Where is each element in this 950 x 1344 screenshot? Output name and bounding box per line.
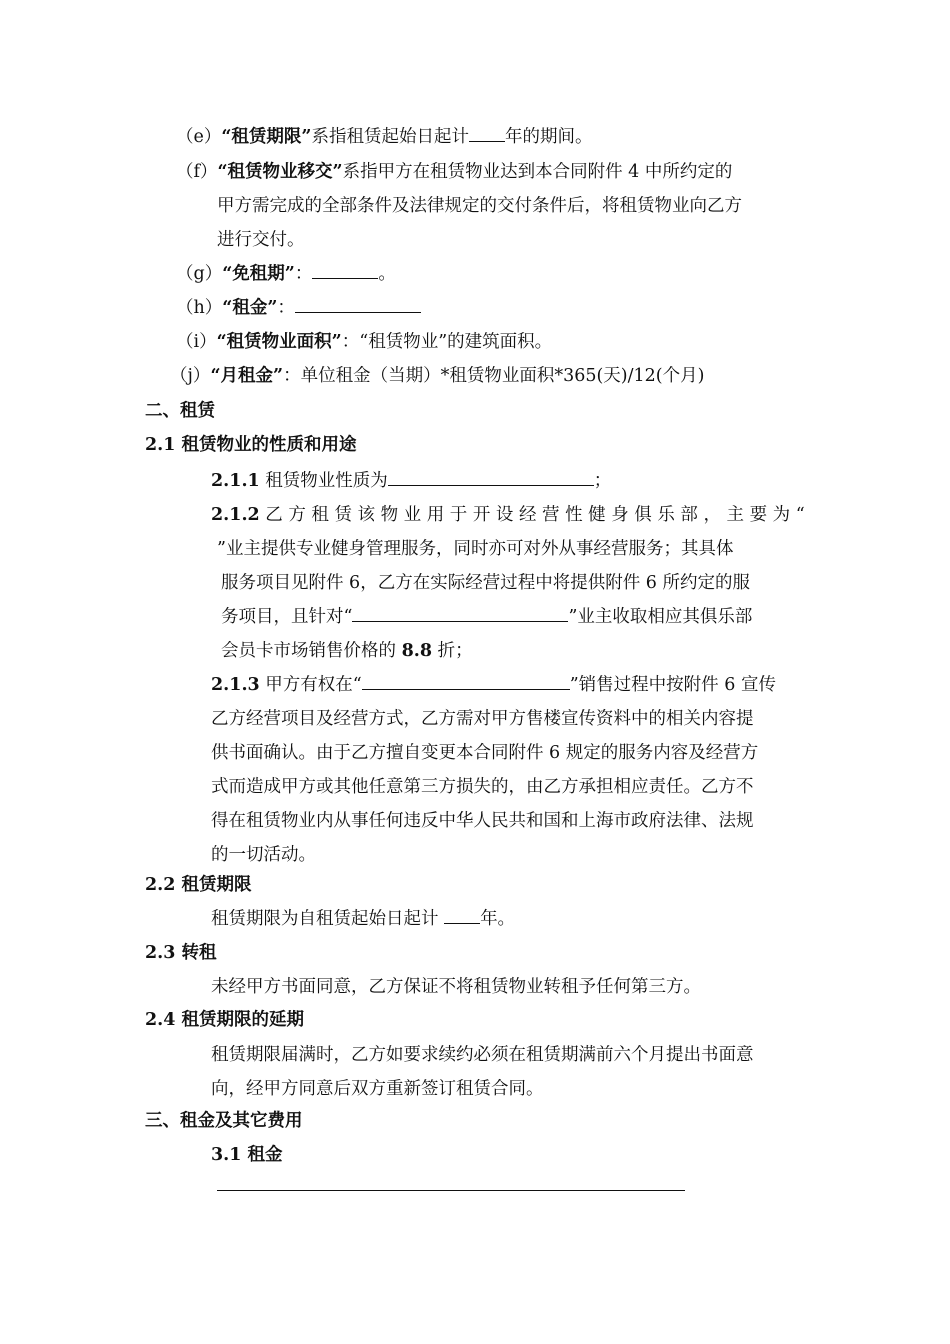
clause-2-1-3: 2.1.3 甲方有权在“ ”销售过程中按附件 6 宣传 bbox=[211, 668, 776, 702]
definition-i: （i）“租赁物业面积”：“租赁物业”的建筑面积。 bbox=[176, 332, 553, 352]
definition-e: （e）“租赁期限”系指租赁起始日起计 年的期间。 bbox=[176, 120, 593, 154]
definition-j: （j）“月租金”：单位租金（当期）*租赁物业面积*365(天)/12(个月) bbox=[170, 366, 705, 386]
blank-line bbox=[362, 671, 570, 690]
discount-value: 8.8 bbox=[401, 641, 433, 661]
term: “租赁期限” bbox=[221, 127, 312, 147]
definition-h: （h）“租金”： bbox=[176, 291, 421, 325]
subsection-title: 3.1 租金 bbox=[211, 1145, 283, 1165]
term: “租金” bbox=[222, 298, 278, 318]
clause-2-1-3-line6: 的一切活动。 bbox=[211, 845, 316, 865]
clause-2-1-3-line2: 乙方经营项目及经营方式，乙方需对甲方售楼宣传资料中的相关内容提 bbox=[211, 709, 754, 729]
clause-number: 2.1.3 bbox=[211, 675, 260, 695]
clause-2-1-2: 2.1.2 乙 方 租 赁 该 物 业 用 于 开 设 经 营 性 健 身 俱 乐 部 ， 主 要 为 “ bbox=[211, 505, 805, 525]
clause-2-1-3-line4: 式而造成甲方或其他任意第三方损失的，由乙方承担相应责任。乙方不 bbox=[211, 777, 754, 797]
blank-line bbox=[295, 294, 421, 313]
definition-g: （g）“免租期”： 。 bbox=[176, 257, 396, 291]
clause-number: 2.1.1 bbox=[211, 471, 260, 491]
clause-2-4-line1: 租赁期限届满时，乙方如要求续约必须在租赁期满前六个月提出书面意 bbox=[211, 1045, 754, 1065]
subsection-title: 2.4 租赁期限的延期 bbox=[145, 1010, 305, 1030]
term: “租赁物业面积” bbox=[216, 332, 342, 352]
clause-2-1-3-line3: 供书面确认。由于乙方擅自变更本合同附件 6 规定的服务内容及经营方 bbox=[211, 743, 759, 763]
blank-line bbox=[444, 905, 480, 924]
blank-line bbox=[352, 603, 568, 622]
term: “租赁物业移交” bbox=[217, 162, 343, 182]
clause-2-4-line2: 向，经甲方同意后双方重新签订租赁合同。 bbox=[211, 1079, 544, 1099]
clause-2-3-text: 未经甲方书面同意，乙方保证不将租赁物业转租予任何第三方。 bbox=[211, 977, 701, 997]
section-title: 二、租赁 bbox=[145, 401, 215, 421]
clause-2-1-2-line5: 会员卡市场销售价格的 8.8 折； bbox=[221, 641, 473, 661]
clause-2-1-2-line2: ”业主提供专业健身管理服务，同时亦可对外从事经营服务；其具体 bbox=[217, 539, 734, 559]
term: “月租金” bbox=[210, 366, 284, 386]
clause-2-1-2-line4: 务项目，且针对“ ”业主收取相应其俱乐部 bbox=[221, 600, 752, 634]
blank-line bbox=[312, 260, 378, 279]
subsection-title: 2.1 租赁物业的性质和用途 bbox=[145, 435, 357, 455]
clause-2-2-text: 租赁期限为自租赁起始日起计 年。 bbox=[211, 902, 515, 936]
subsection-title: 2.3 转租 bbox=[145, 943, 217, 963]
blank-line bbox=[388, 467, 594, 486]
definition-f-line2: 甲方需完成的全部条件及法律规定的交付条件后，将租赁物业向乙方 bbox=[217, 196, 742, 216]
blank-line bbox=[469, 123, 505, 142]
definition-f-line3: 进行交付。 bbox=[217, 230, 305, 250]
definition-f: （f）“租赁物业移交”系指甲方在租赁物业达到本合同附件 4 中所约定的 bbox=[176, 162, 733, 182]
clause-number: 2.1.2 bbox=[211, 505, 260, 525]
clause-2-1-3-line5: 得在租赁物业内从事任何违反中华人民共和国和上海市政府法律、法规 bbox=[211, 811, 754, 831]
item-label: （e） bbox=[176, 127, 222, 147]
subsection-title: 2.2 租赁期限 bbox=[145, 875, 252, 895]
clause-2-1-1: 2.1.1 租赁物业性质为 ； bbox=[211, 464, 611, 498]
term: “免租期” bbox=[222, 264, 295, 284]
section-title: 三、租金及其它费用 bbox=[145, 1111, 303, 1131]
clause-2-1-2-line3: 服务项目见附件 6，乙方在实际经营过程中将提供附件 6 所约定的服 bbox=[221, 573, 750, 593]
blank-line bbox=[217, 1190, 685, 1191]
